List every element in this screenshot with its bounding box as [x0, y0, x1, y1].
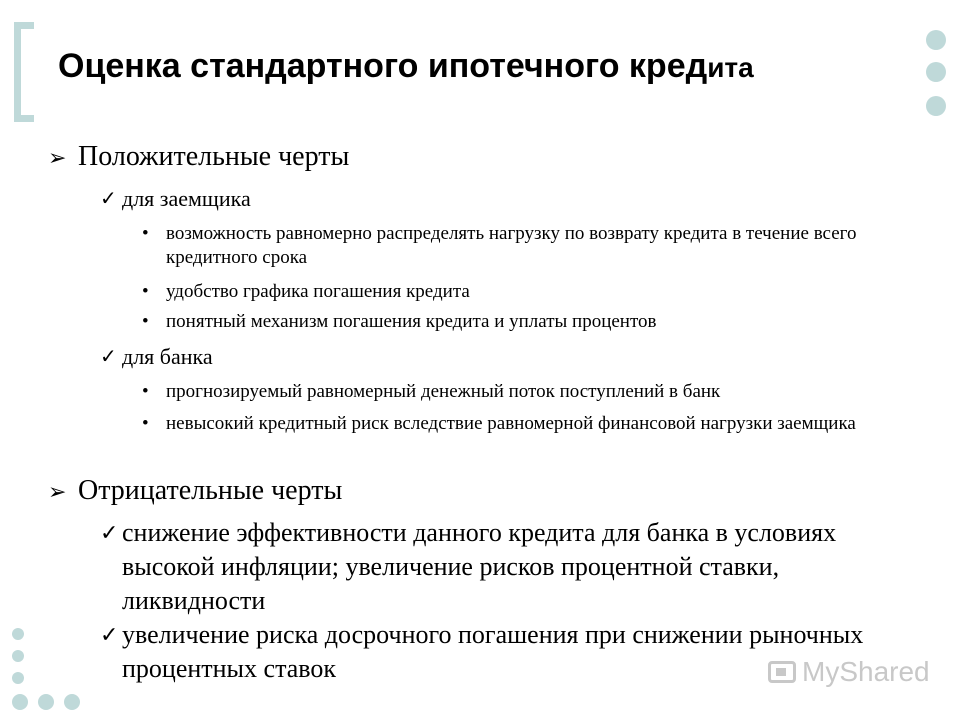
decorative-dot	[64, 694, 80, 710]
bullet-icon: •	[142, 281, 149, 302]
bullet-icon: •	[142, 381, 149, 402]
watermark-logo	[768, 656, 930, 688]
check-icon: ✓	[100, 622, 119, 647]
decorative-bracket	[14, 22, 34, 122]
decorative-dot	[38, 694, 54, 710]
section-heading: ➢ Положительные черты	[48, 140, 349, 175]
presentation-icon	[768, 661, 796, 683]
check-icon: ✓	[100, 188, 117, 210]
decorative-dot	[926, 30, 946, 50]
check-icon: ✓	[100, 346, 117, 368]
check-icon: ✓	[100, 520, 119, 545]
decorative-dot	[12, 628, 24, 640]
bullet-icon: •	[142, 413, 149, 434]
decorative-dot	[926, 96, 946, 116]
bullet-icon: •	[142, 223, 149, 244]
list-item: • возможность равномерно распределять нагрузку по возврату кредита в течение всего кредитного срока	[142, 223, 857, 268]
decorative-dot	[12, 694, 28, 710]
list-item: • понятный механизм погашения кредита и уплаты процентов	[142, 311, 657, 332]
arrow-bullet-icon: ➢	[48, 145, 67, 170]
list-item: ✓ увеличение риска досрочного погашения при снижении рыночных процентных ставок	[100, 620, 864, 683]
watermark-text: MyShared	[802, 656, 930, 687]
list-item: • прогнозируемый равномерный денежный поток поступлений в банк	[142, 381, 721, 402]
decorative-dot	[12, 650, 24, 662]
bullet-icon: •	[142, 311, 149, 332]
arrow-bullet-icon: ➢	[48, 479, 67, 504]
decorative-dot	[926, 62, 946, 82]
section-heading: ➢ Отрицательные черты	[48, 474, 342, 509]
list-item: • невысокий кредитный риск вследствие равномерной финансовой нагрузки заемщика	[142, 413, 856, 434]
list-item: ✓ снижение эффективности данного кредита для банка в условиях высокой инфляции; увеличение рисков процентной ставки, ликвидности	[100, 518, 837, 615]
decorative-dot	[12, 672, 24, 684]
list-item: • удобство графика погашения кредита	[142, 281, 470, 302]
slide-title: Оценка стандартного ипотечного кредита	[58, 47, 754, 85]
